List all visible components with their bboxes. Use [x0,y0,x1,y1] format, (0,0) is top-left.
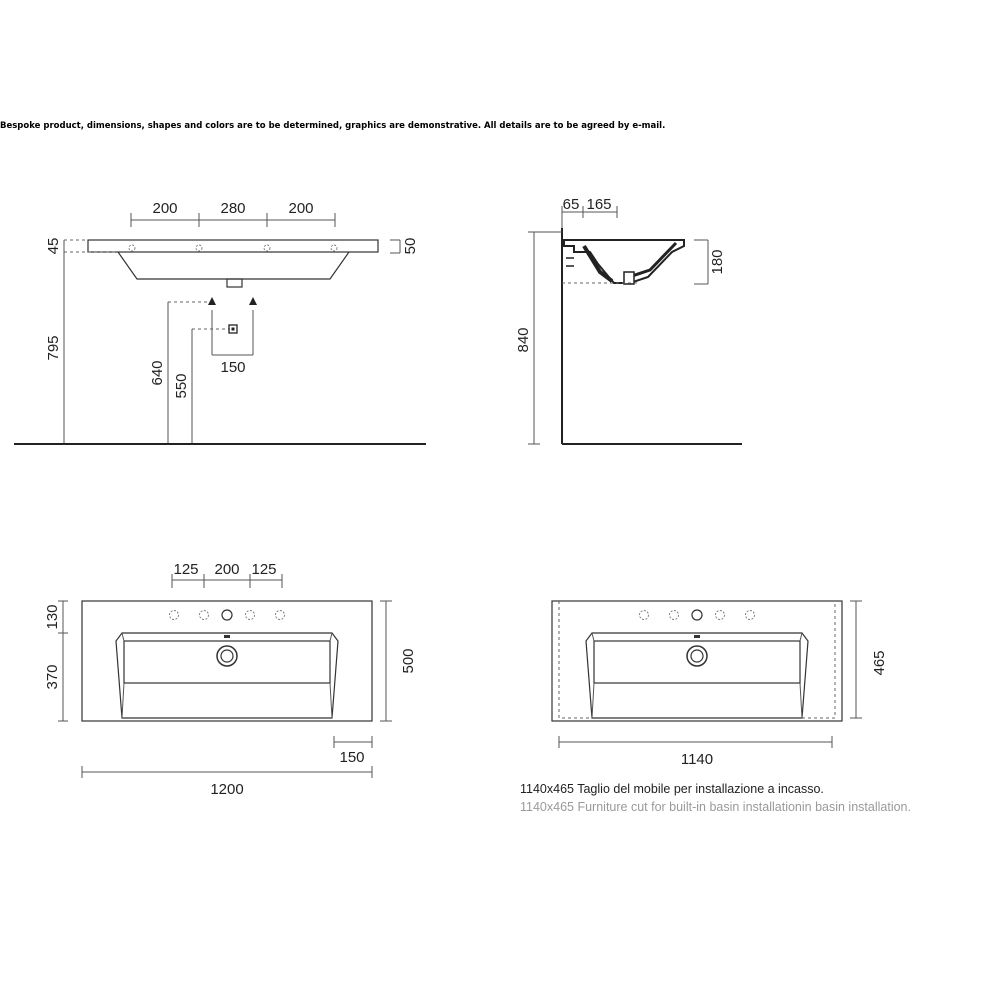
cutout-view [520,601,911,814]
plan-dim-150: 150 [339,749,365,766]
cold-supply-icon [249,297,257,305]
front-top-dimension [131,200,335,227]
side-top-dimension [562,196,617,232]
front-basin-outline [88,240,378,287]
front-supply-lines [149,297,257,444]
cutout-tap-holes [640,610,755,620]
front-elevation [14,200,426,444]
front-dim-200-right: 200 [288,200,314,217]
side-dim-180: 180 [709,249,726,275]
front-dim-795: 795 [45,335,62,361]
front-dim-550: 550 [173,373,190,399]
cutout-tap-hole-icon [692,610,702,620]
disclaimer-text: Bespoke product, dimensions, shapes and colors are to be determined, graphics are demonstrative. All details are to be agreed by e-mail. [0,121,666,131]
side-section [515,196,742,444]
plan-tap-hole-icon [222,610,232,620]
plan-dim-130: 130 [44,604,61,630]
cutout-note-english: 1140x465 Furniture cut for built-in basin installationin basin installation. [520,800,911,814]
front-right-50-dimension [390,238,419,255]
plan-dim-500: 500 [400,648,417,674]
front-dim-280: 280 [220,200,246,217]
plan-dim-370: 370 [44,664,61,690]
cutout-note-italian: 1140x465 Taglio del mobile per installazione a incasso. [520,782,824,796]
plan-dim-125-left: 125 [173,561,199,578]
side-basin-section [562,240,684,284]
front-dim-640: 640 [149,360,166,386]
front-dim-50: 50 [402,237,419,255]
plan-basin-outline [82,601,372,721]
plan-view [44,561,417,798]
side-dim-840: 840 [515,327,532,353]
plan-dim-200: 200 [214,561,240,578]
cutout-drain-icon [687,646,707,666]
front-dim-200-left: 200 [152,200,178,217]
cutout-dim-1140: 1140 [680,751,714,768]
cutout-basin-outline [552,601,842,721]
cutout-dim-465: 465 [871,650,888,676]
plan-drain-icon [217,646,237,666]
front-dim-45: 45 [45,237,62,255]
side-dim-65: 65 [562,196,580,213]
plan-dim-1200: 1200 [210,781,244,798]
hot-supply-icon [208,297,216,305]
plan-hole-dimension [172,561,282,588]
plan-dim-125-right: 125 [251,561,277,578]
front-dim-150: 150 [220,359,246,376]
side-dim-165: 165 [586,196,612,213]
plan-tap-holes [170,610,285,620]
